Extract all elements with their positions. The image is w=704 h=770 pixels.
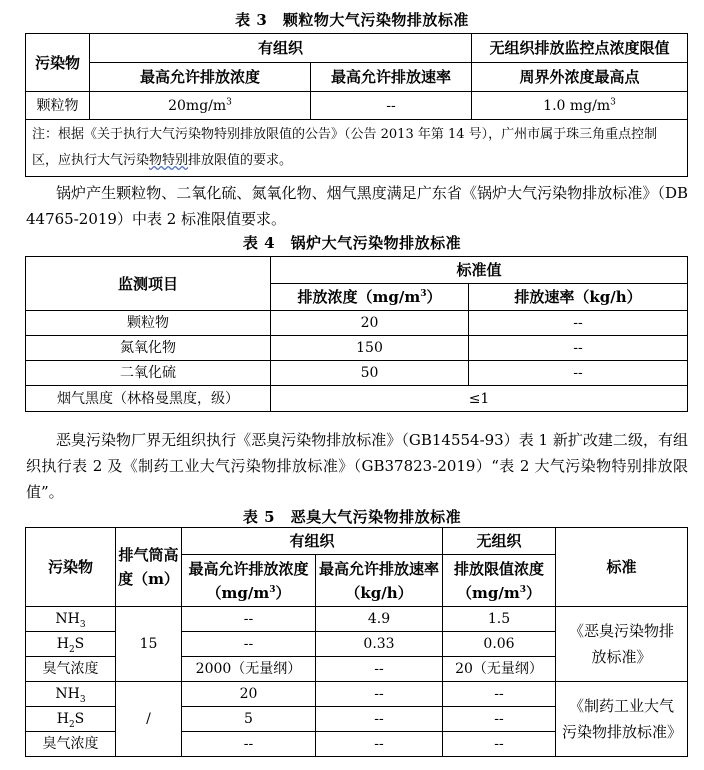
t3-row-rate: --	[311, 92, 472, 120]
t4-conc: 50	[271, 361, 469, 386]
t5-cell: 1.5	[443, 607, 556, 632]
t5-cell: --	[182, 732, 316, 757]
t4-smoke-value: ≤1	[271, 386, 688, 412]
table-row	[26, 682, 688, 707]
t5-cell: --	[316, 732, 443, 757]
t5-cell: --	[182, 607, 316, 632]
t5-cell: 0.33	[316, 632, 443, 657]
table-row	[26, 361, 688, 386]
table4-title: 表 4 锅炉大气污染物排放标准	[242, 234, 462, 252]
t4-h-item: 监测项目	[26, 257, 271, 311]
t5-h-height: 排气筒高度（m）	[116, 528, 182, 607]
t5-odor: 臭气浓度	[26, 657, 116, 682]
t5-h-limit: 排放限值浓度$(mg/m^3)$	[443, 555, 556, 607]
table-row	[26, 311, 688, 336]
t5-cell: --	[443, 682, 556, 707]
table3	[25, 33, 688, 177]
t5-h-pollutant: 污染物	[26, 528, 116, 607]
t5-cell: --	[443, 707, 556, 732]
table4	[25, 256, 688, 412]
t5-cell: 20（无量纲）	[443, 657, 556, 682]
t4-h-conc: 排放浓度$(mg/m^3)$	[271, 284, 469, 311]
t5-cell: --	[316, 657, 443, 682]
table5-title: 表 5 恶臭大气污染物排放标准	[242, 508, 462, 526]
table-row	[26, 336, 688, 361]
t5-cell: --	[316, 707, 443, 732]
t4-smoke-item: 烟气黑度（林格曼黑度，级）	[26, 386, 271, 412]
t5-cell: --	[443, 732, 556, 757]
t5-h2s: $H_2S$	[26, 707, 116, 732]
t5-h-max-conc: 最高允许排放浓度$(mg/m^3)$	[182, 555, 316, 607]
t3-row-conc: $20mg/m^3$	[90, 92, 311, 120]
t4-item: 氮氧化物	[26, 336, 271, 361]
t5-cell: 5	[182, 707, 316, 732]
t4-item: 颗粒物	[26, 311, 271, 336]
t4-rate: --	[469, 361, 688, 386]
table5	[25, 527, 688, 757]
t5-h-organized: 有组织	[182, 528, 443, 555]
t4-conc: 20	[271, 311, 469, 336]
t4-h-rate: 排放速率（kg/h）	[469, 284, 688, 311]
t5-h-unorganized: 无组织	[443, 528, 556, 555]
t5-cell: --	[182, 632, 316, 657]
t5-g2-height: /	[116, 682, 182, 757]
t5-nh3: $NH_3$	[26, 682, 116, 707]
t4-rate: --	[469, 336, 688, 361]
t5-cell: --	[316, 682, 443, 707]
t5-cell: 20	[182, 682, 316, 707]
t4-h-standard: 标准值	[271, 257, 688, 284]
t5-g1-standard: 《恶臭污染物排放标准》	[556, 607, 688, 682]
t5-h-max-rate: 最高允许排放速率（kg/h）	[316, 555, 443, 607]
t5-cell: 4.9	[316, 607, 443, 632]
table3-title: 表 3 颗粒物大气污染物排放标准	[235, 11, 469, 29]
t3-h-pollutant: 污染物	[26, 34, 90, 92]
t5-h-standard: 标准	[556, 528, 688, 607]
t4-item: 二氧化硫	[26, 361, 271, 386]
t4-rate: --	[469, 311, 688, 336]
t5-cell: 0.06	[443, 632, 556, 657]
t5-h2s: $H_2S$	[26, 632, 116, 657]
t5-nh3: $NH_3$	[26, 607, 116, 632]
t4-conc: 150	[271, 336, 469, 361]
t3-h-max-rate: 最高允许排放速率	[311, 63, 472, 92]
t5-g1-height: 15	[116, 607, 182, 682]
t3-note: 注：根据《关于执行大气污染物特别排放限值的公告》（公告 2013 年第 14 号），广州市属于珠三角重点控制区，应执行大气污染物特别排放限值的要求。	[26, 120, 688, 177]
t3-h-organized: 有组织	[90, 34, 472, 63]
t3-h-unorganized: 无组织排放监控点浓度限值	[472, 34, 688, 63]
t5-odor: 臭气浓度	[26, 732, 116, 757]
t3-h-boundary: 周界外浓度最高点	[472, 63, 688, 92]
t3-row-name: 颗粒物	[26, 92, 90, 120]
paragraph-odor: 恶臭污染物厂界无组织执行《恶臭污染物排放标准》（GB14554-93）表 1 新扩改建二级，有组织执行表 2 及《制药工业大气污染物排放标准》（GB37823-2019）“表 2 大气污染物特别排放限值”。	[26, 431, 688, 501]
paragraph-boiler: 锅炉产生颗粒物、二氧化硫、氮氧化物、烟气黑度满足广东省《锅炉大气污染物排放标准》（DB 44765-2019）中表 2 标准限值要求。	[26, 184, 688, 228]
t3-row-boundary: 1.0 $mg/m^3$	[472, 92, 688, 120]
table-row	[26, 386, 688, 412]
table-row	[26, 607, 688, 632]
t5-cell: 2000（无量纲）	[182, 657, 316, 682]
t5-g2-standard: 《制药工业大气污染物排放标准》	[556, 682, 688, 757]
t3-h-max-conc: 最高允许排放浓度	[90, 63, 311, 92]
